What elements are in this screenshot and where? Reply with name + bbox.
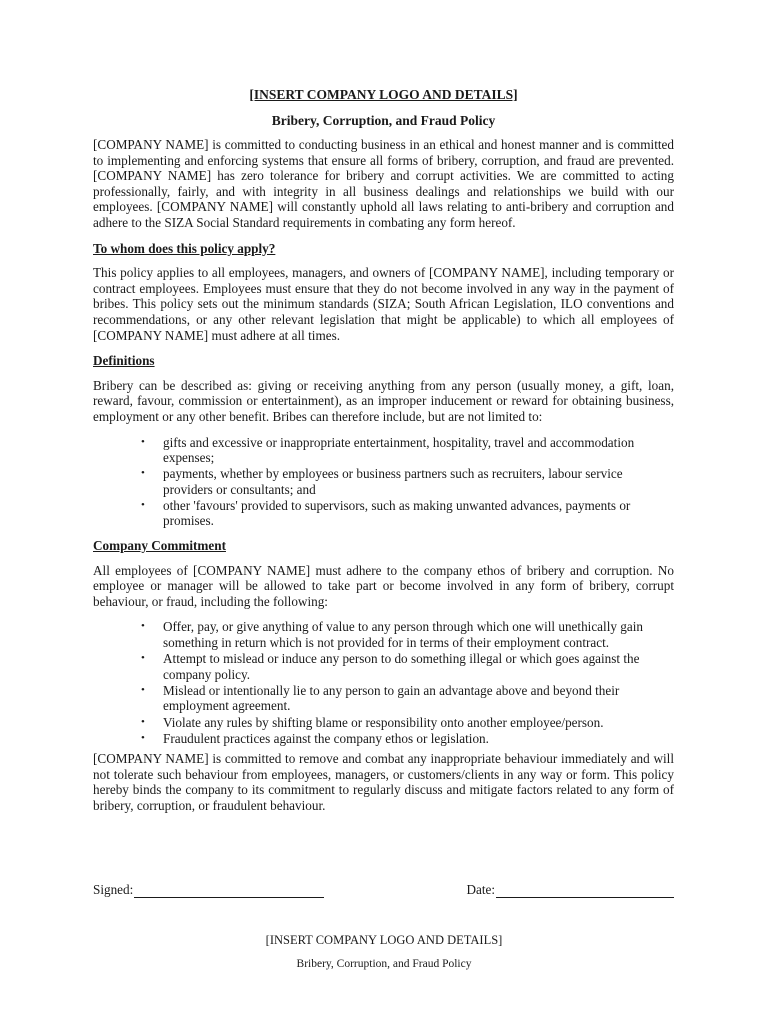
list-item: • Mislead or intentionally lie to any person to gain an advantage above and beyond their employment agreement. bbox=[141, 682, 620, 714]
intro-paragraph: [COMPANY NAME] is committed to conducting business in an ethical and honest manner and is committed to implementing and enforcing systems that ensure all forms of bribery, corruption, and fraud are prevented. [COMPANY NAME] has zero tolerance for bribery and corrupt activities. We are committed to acting professionally, fairly, and with integrity in all business dealings and relationships we build with our employees. [COMPANY NAME] will constantly uphold all laws relating to anti-bribery and corruption and adhere to the SIZA Social Standard requirements in combating any form hereof. bbox=[93, 137, 674, 230]
footer-title: Bribery, Corruption, and Fraud Policy bbox=[296, 958, 472, 970]
document-title: Bribery, Corruption, and Fraud Policy bbox=[271, 113, 496, 128]
bullet-icon: • bbox=[141, 467, 145, 480]
date-label: Date: bbox=[466, 882, 495, 897]
bullet-icon: • bbox=[141, 683, 145, 696]
list-item: • gifts and excessive or inappropriate entertainment, hospitality, travel and accommodation expenses; bbox=[141, 434, 635, 466]
commitment-list bbox=[93, 619, 674, 746]
date-block bbox=[466, 882, 674, 898]
scope-heading: To whom does this policy apply? bbox=[93, 240, 276, 256]
bullet-icon: • bbox=[141, 435, 145, 448]
page-footer bbox=[0, 932, 768, 971]
logo-placeholder-heading: [INSERT COMPANY LOGO AND DETAILS] bbox=[249, 87, 518, 102]
list-item: • other 'favours' provided to supervisors, such as making unwanted advances, payments or promises. bbox=[141, 497, 631, 529]
list-item: • Attempt to mislead or induce any person to do something illegal or which goes against the company policy. bbox=[141, 651, 640, 682]
signed-line bbox=[134, 883, 324, 898]
list-item: • Fraudulent practices against the company ethos or legislation. bbox=[141, 730, 489, 746]
date-line bbox=[496, 883, 674, 898]
definitions-list bbox=[93, 435, 674, 530]
commitment-paragraph: All employees of [COMPANY NAME] must adhere to the company ethos of bribery and corruption. No employee or manager will be allowed to take part or become involved in any form of bribery, corrupt behaviour, or fraud, including the following: bbox=[93, 562, 674, 609]
list-item: • Violate any rules by shifting blame or responsibility onto another employee/person. bbox=[141, 714, 604, 730]
signed-label: Signed: bbox=[93, 882, 134, 897]
scope-paragraph: This policy applies to all employees, managers, and owners of [COMPANY NAME], including temporary or contract employees. Employees must ensure that they do not become involved in any way in the payment of bribes. This policy sets out the minimum standards (SIZA; South African Legislation, ILO conventions and recommendations, or any other relevant legislation that might be applicable) to which all employees of [COMPANY NAME] must adhere at all times. bbox=[93, 265, 674, 343]
bullet-icon: • bbox=[141, 498, 145, 511]
bullet-icon: • bbox=[141, 620, 145, 633]
definitions-paragraph: Bribery can be described as: giving or receiving anything from any person (usually money, a gift, loan, reward, favour, commission or entertainment), as an improper inducement or reward for obtaining business, employment or any other benefit. Bribes can therefore include, but are not limited to: bbox=[93, 377, 674, 424]
signature-row bbox=[93, 882, 674, 898]
definitions-heading: Definitions bbox=[93, 353, 155, 369]
footer-logo-placeholder: [INSERT COMPANY LOGO AND DETAILS] bbox=[265, 933, 503, 947]
bullet-icon: • bbox=[141, 652, 145, 665]
bullet-icon: • bbox=[141, 715, 145, 728]
closing-paragraph: [COMPANY NAME] is committed to remove and combat any inappropriate behaviour immediately and will not tolerate such behaviour from employees, managers, or customers/clients in any way or form. This policy hereby binds the company to its commitment to regularly discuss and mitigate factors related to any form of bribery, corruption, or fraudulent behaviour. bbox=[93, 751, 674, 813]
bullet-icon: • bbox=[141, 731, 145, 744]
commitment-heading: Company Commitment bbox=[93, 538, 226, 554]
list-item: • Offer, pay, or give anything of value to any person through which one will unethically gain something in return which is not provided for in terms of their employment contract. bbox=[141, 619, 643, 651]
signed-block bbox=[93, 882, 324, 898]
list-item: • payments, whether by employees or business partners such as recruiters, labour service providers or consultants; and bbox=[141, 466, 623, 497]
